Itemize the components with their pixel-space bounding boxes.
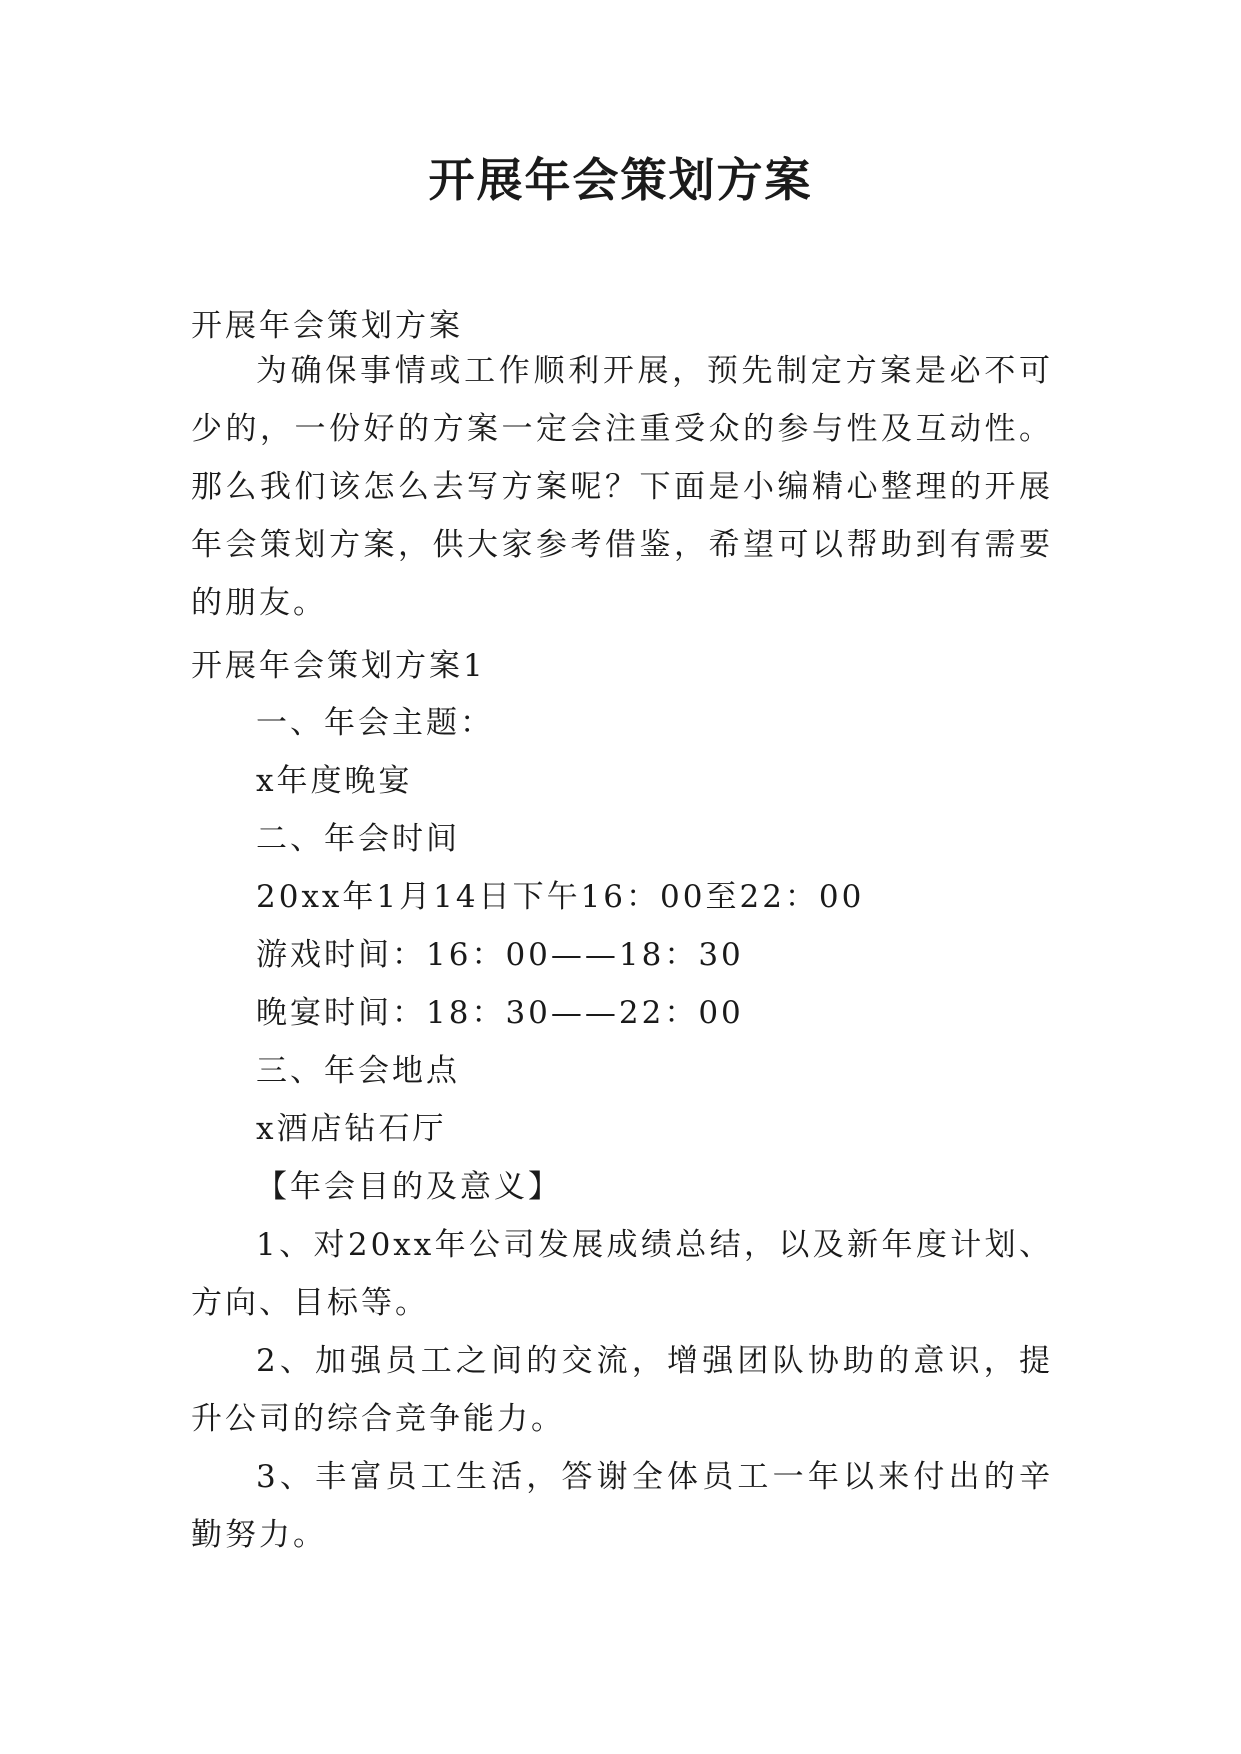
theme-label: 一、年会主题： xyxy=(256,705,494,741)
purpose-heading: 【年会目的及意义】 xyxy=(256,1169,562,1205)
game-time: 游戏时间：16：00——18：30 xyxy=(256,937,744,973)
purpose-item-1: 1、对20xx年公司发展成绩总结，以及新年度计划、方向、目标等。 xyxy=(191,1227,1053,1321)
intro-paragraph: 为确保事情或工作顺利开展，预先制定方案是必不可少的，一份好的方案一定会注重受众的参与性及互动性。那么我们该怎么去写方案呢？下面是小编精心整理的开展年会策划方案，供大家参考借鉴，希望可以帮助到有需要的朋友。 xyxy=(191,353,1053,621)
dinner-time: 晚宴时间：18：30——22：00 xyxy=(256,995,744,1031)
time-value: 20xx年1月14日下午16：00至22：00 xyxy=(256,879,865,915)
section-heading: 开展年会策划方案1 xyxy=(191,648,486,684)
purpose-item-2: 2、加强员工之间的交流，增强团队协助的意识，提升公司的综合竞争能力。 xyxy=(191,1343,1053,1437)
venue-label: 三、年会地点 xyxy=(256,1053,460,1089)
time-label: 二、年会时间 xyxy=(256,821,460,857)
document-subtitle: 开展年会策划方案 xyxy=(191,308,463,344)
theme-value: x年度晚宴 xyxy=(256,763,413,799)
document-title: 开展年会策划方案 xyxy=(428,153,813,207)
purpose-item-3: 3、丰富员工生活，答谢全体员工一年以来付出的辛勤努力。 xyxy=(191,1459,1053,1553)
venue-value: x酒店钻石厅 xyxy=(256,1111,447,1147)
